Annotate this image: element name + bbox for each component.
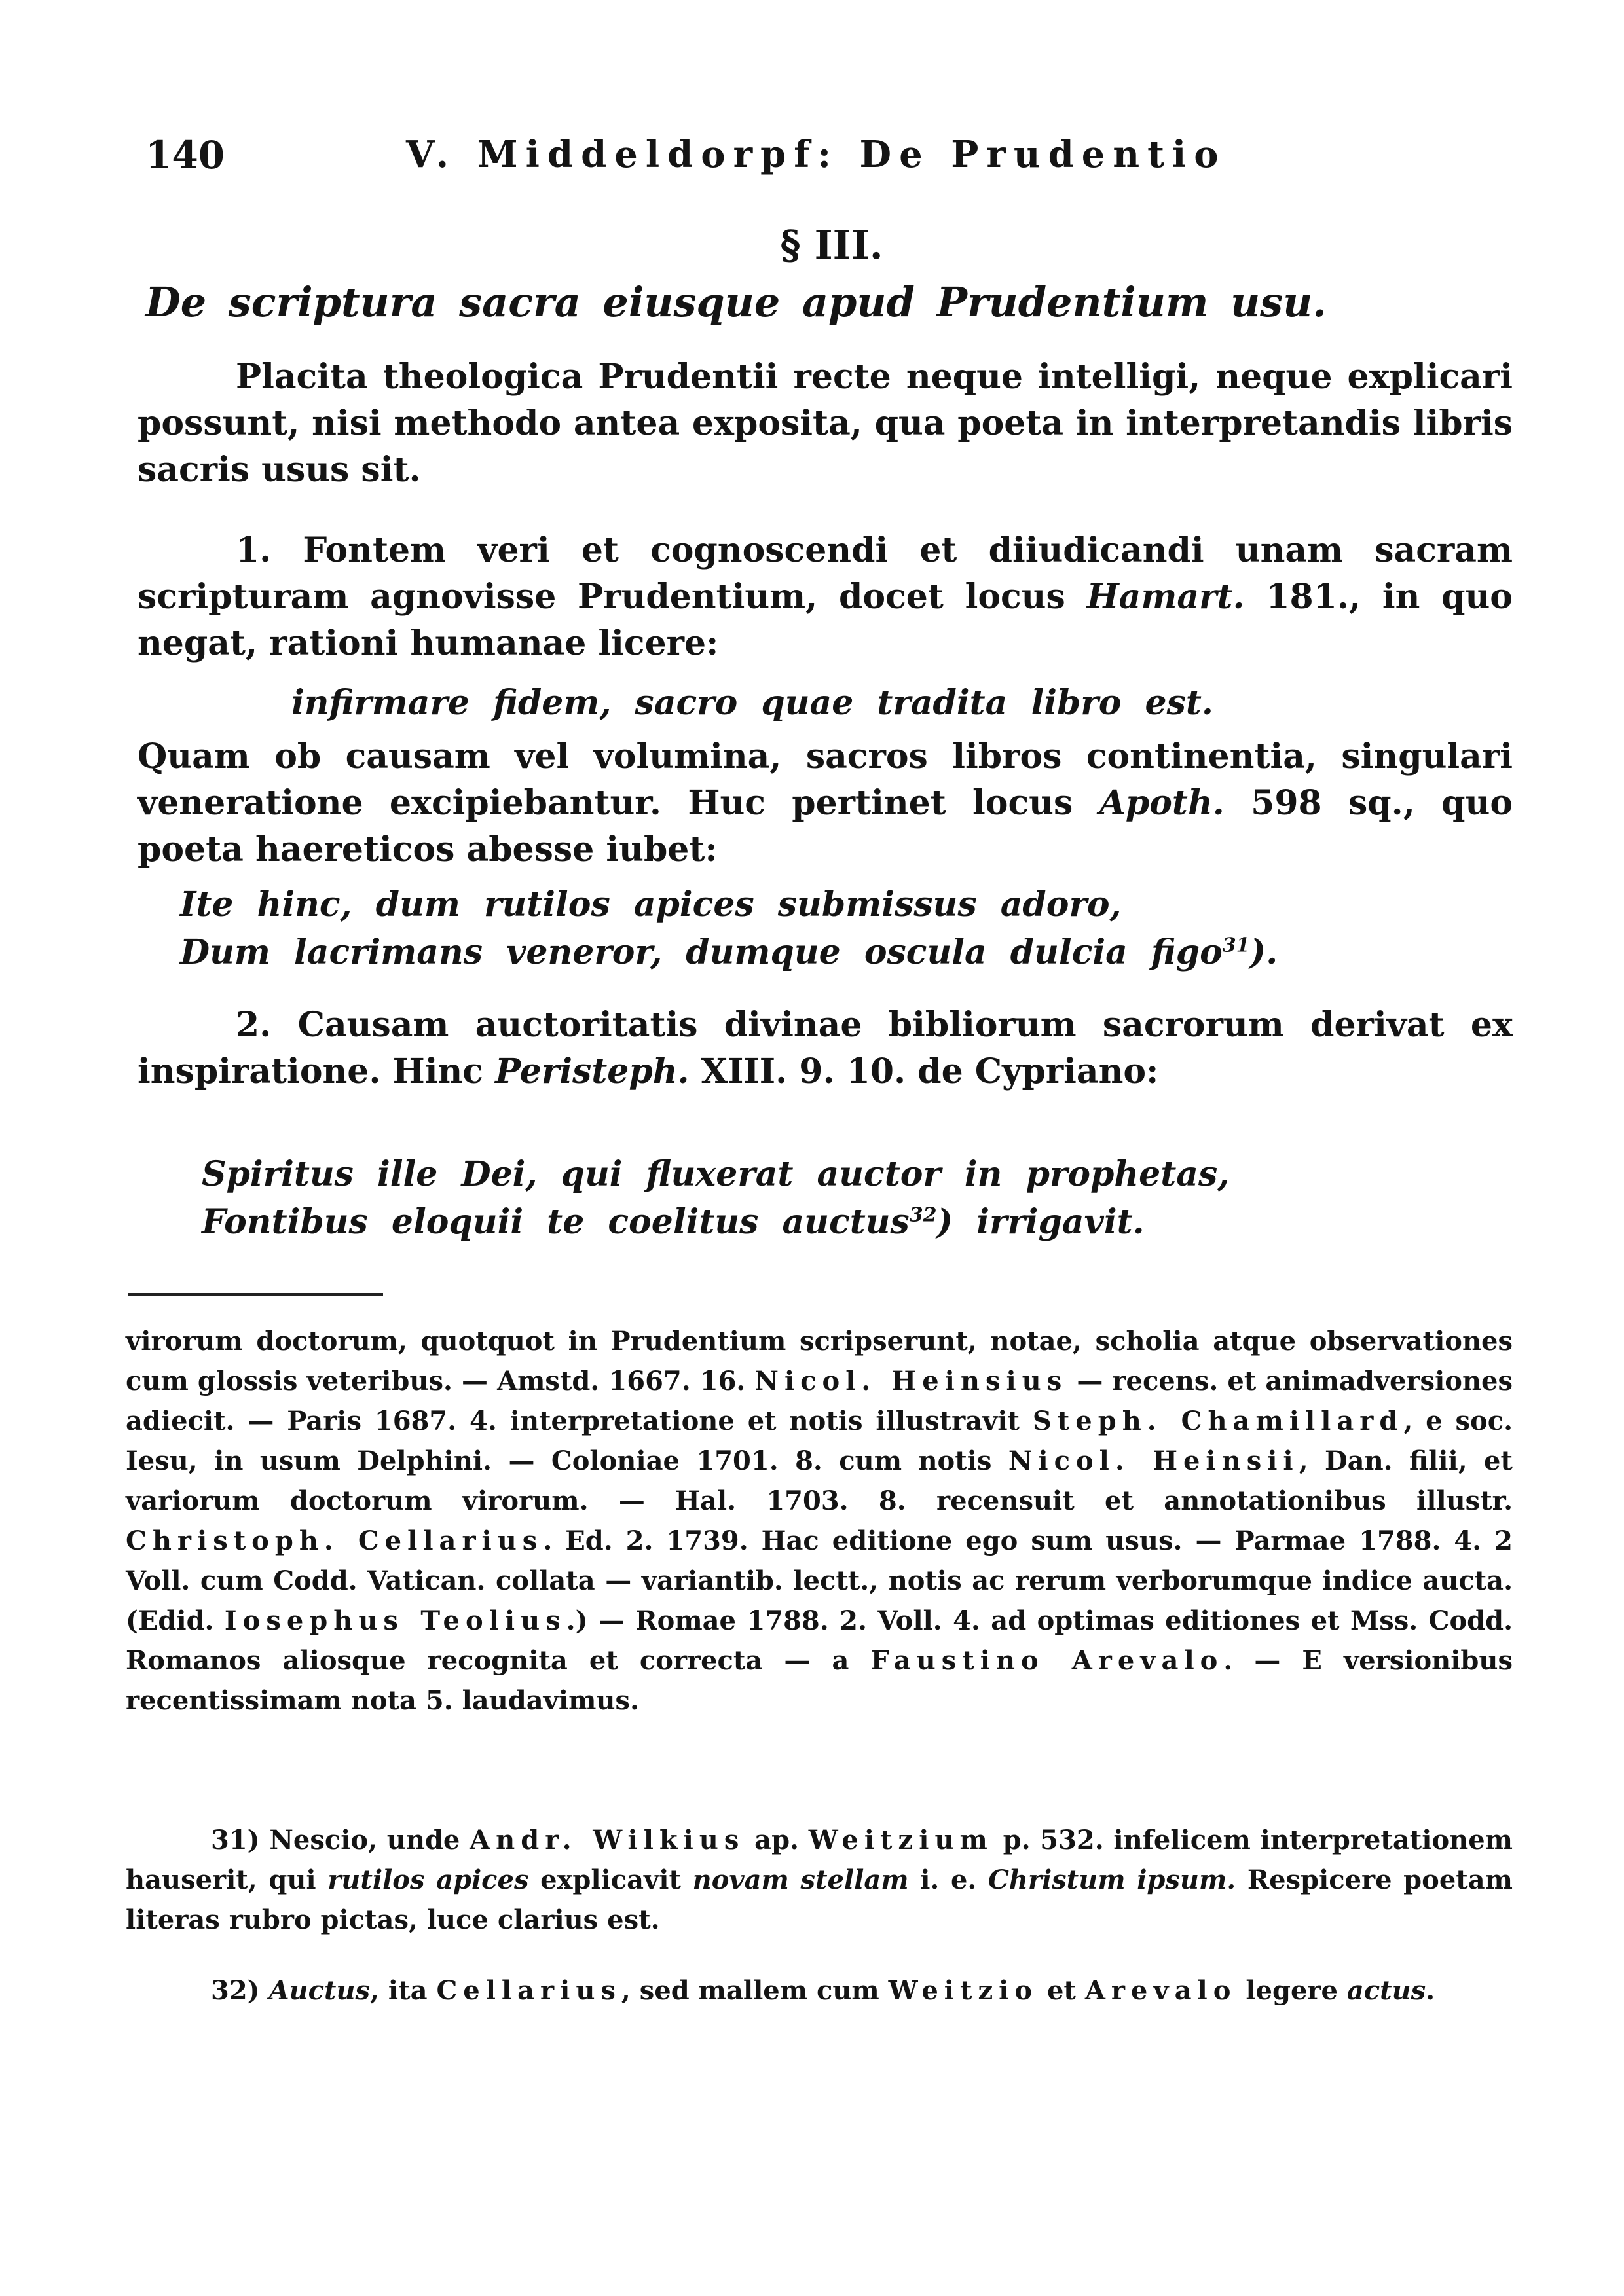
fn32-text-4: et [1038,1975,1085,2006]
point-1-tail: 181., in quo negat, rationi humanae licere: [138,577,1513,663]
footnote-cont-text-4: , Dan. filii, et variorum doctorum virorum. — Hal. 1703. 8. recensuit et annotationibus illustr. [126,1446,1513,1516]
fn31-text-6: Respicere poetam literas rubro pictas, luce clarius est. [126,1865,1513,1935]
point-2-tail: XIII. 9. 10. de Cypriano: [689,1051,1159,1091]
footnote-cont-name-1: Nicol. Heinsius [754,1366,1068,1396]
fn32-name-1: Cellarius [436,1975,621,2006]
paragraph-point-2 [138,1002,1513,1095]
fn32-text-5: legere [1236,1975,1347,2006]
fn32-text-2: , ita [370,1975,437,2006]
point-1-lead: 1. Fontem veri et cognoscendi et diiudicandi unam sacram scripturam agnovisse Prudentium, docet locus [138,530,1513,617]
footnote-31 [126,1820,1513,1940]
fn31-text-1: 31) Nescio, unde [211,1825,470,1855]
ref-apoth: Apoth. [1099,783,1225,823]
point-1-cont-lead: Quam ob causam vel volumina, sacros libros continentia, singulari veneratione excipiebantur. Huc pertinet locus [138,737,1513,823]
running-head [131,128,1375,187]
running-title: V. Middeldorpf: De Prudentio [406,133,1227,176]
footnote-32 [126,1971,1513,2011]
fn32-text-6: . [1426,1975,1435,2006]
fn31-text-5: i. e. [908,1865,988,1895]
fn31-name-2: Weitzium [808,1825,993,1855]
footnote-rule [128,1293,383,1296]
footnote-cont-text-1: virorum doctorum, quotquot in Prudentium scripserunt, notae, scholia atque observationes cum glossis veteribus. — Amstd. 1667. 16. [126,1326,1513,1396]
fn32-name-2: Weitzio [888,1975,1039,2006]
fn31-italic-3: Christum ipsum. [987,1865,1236,1895]
footnote-cont-name-2: Steph. Chamillard [1032,1406,1404,1436]
footnote-continuation [126,1321,1513,1721]
fn32-italic-2: actus [1346,1975,1426,2006]
footnote-cont-text-5: . Ed. 2. 1739. Hac editione ego sum usus. — Parmae 1788. 4. 2 Voll. cum Codd. Vatican. collata — variantib. lectt., notis ac rerum verborumque indice aucta. (Edid. [126,1525,1513,1636]
section-title: De scriptura sacra eiusque apud Prudentium usu. [145,278,1327,326]
intro-paragraph: Placita theologica Prudentii recte neque intelligi, neque explicari possunt, nisi methodo antea exposita, qua poeta in interpretandis libris sacris usus sit. [138,357,1513,490]
point-2-lead: 2. Causam auctoritatis divinae bibliorum sacrorum derivat ex inspiratione. Hinc [138,1005,1513,1091]
footnote-ref-32: 32 [909,1203,937,1227]
verse-peristeph-line-2 [202,1198,1145,1246]
footnote-cont-name-5: Iosephus Teolius [224,1605,566,1636]
fn32-text-1: 32) [211,1975,269,2006]
footnote-cont-name-3: Nicol. Heinsii [1008,1446,1299,1476]
fn31-text-2: ap. [745,1825,809,1855]
verse-hamart: infirmare fidem, sacro quae tradita libro est. [291,683,1213,723]
footnote-cont-text-6: .) — Romae 1788. 2. Voll. 4. ad optimas editiones et Mss. Codd. Romanos aliosque recognita et correcta — a [126,1605,1513,1676]
section-number: § III. [780,223,883,268]
footnote-cont-text-3: , e soc. Iesu, in usum Delphini. — Coloniae 1701. 8. cum notis [126,1406,1513,1476]
verse-apoth-line-2 [180,928,1278,976]
fn31-italic-2: novam stellam [692,1865,909,1895]
verse-apoth-line-2-end: ). [1249,932,1278,972]
ref-hamart: Hamart. [1086,577,1245,617]
fn31-text-3: p. 532. infelicem interpretationem hauserit, qui [126,1825,1513,1895]
point-1-cont-tail: 598 sq., quo poeta haereticos abesse iubet: [138,783,1513,869]
footnote-cont-name-6: Faustino Arevalo [870,1645,1224,1676]
verse-peristeph-line-2-b: ) irrigavit. [936,1202,1145,1242]
verse-apoth-line-1: Ite hinc, dum rutilos apices submissus adoro, [180,884,1122,924]
fn31-text-4: explicavit [528,1865,693,1895]
page-number: 140 [145,133,225,177]
footnote-ref-31: 31 [1222,934,1250,957]
ref-peristeph: Peristeph. [495,1051,690,1091]
fn32-italic-1: Auctus [268,1975,371,2006]
fn32-name-3: Arevalo [1084,1975,1237,2006]
paragraph-point-1 [138,527,1513,666]
verse-peristeph-line-1: Spiritus ille Dei, qui fluxerat auctor in prophetas, [202,1154,1230,1194]
verse-apoth-line-2-text: Dum lacrimans veneror, dumque oscula dulcia figo [180,932,1223,972]
fn31-italic-1: rutilos apices [327,1865,529,1895]
footnote-cont-text-2: — recens. et animadversiones adiecit. — Paris 1687. 4. interpretatione et notis illustravit [126,1366,1513,1436]
footnote-cont-text-7: . — E versionibus recentissimam nota 5. laudavimus. [126,1645,1513,1716]
verse-peristeph-line-2-a: Fontibus eloquii te coelitus auctus [202,1202,910,1242]
paragraph-point-1-cont [138,733,1513,873]
fn31-name-1: Andr. Wilkius [470,1825,745,1855]
fn32-text-3: , sed mallem cum [621,1975,889,2006]
footnote-cont-name-4: Christoph. Cellarius [126,1525,544,1556]
